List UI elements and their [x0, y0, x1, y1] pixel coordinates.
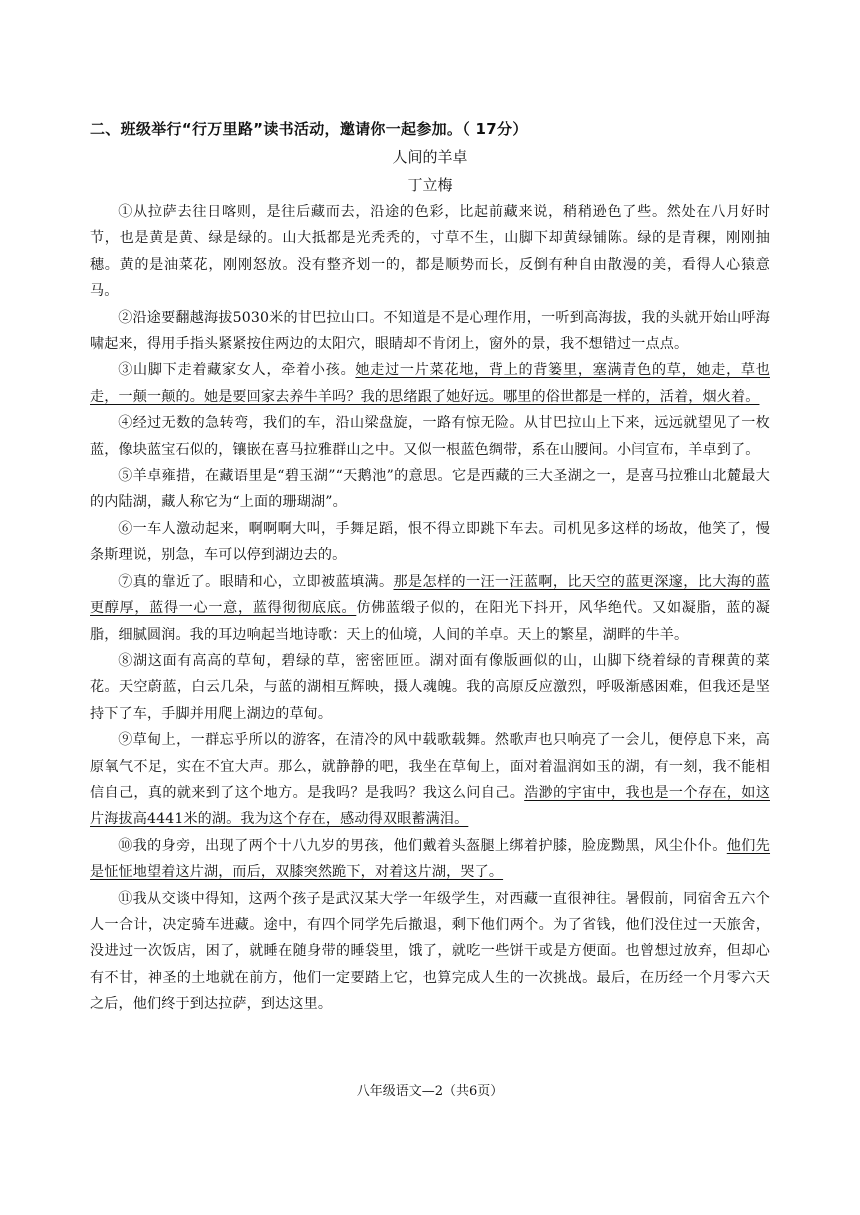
paragraph-10: [90, 833, 770, 886]
article-author: 丁立梅: [407, 176, 453, 194]
paragraph-10-underlined: 他们先是怔怔地望着这片湖，而后，双膝突然跪下，对着这片湖，哭了。: [90, 837, 771, 881]
page-footer: 八年级语文—2（共6页）: [356, 1084, 504, 1099]
paragraph-7-text-end: 仿佛蓝缎子似的，在阳光下抖开，风华绝代。又如凝脂，蓝的凝脂，细腻圆润。我的耳边响起当地诗歌：天上的仙境，人间的羊卓。天上的繁星，湖畔的牛羊。: [90, 600, 771, 643]
paragraph-3-underlined: 她走过一片菜花地，背上的背篓里，塞满青色的草，她走，草也走，一颠一颠的。她是要回家去养牛羊吗？我的思绪跟了她好远。哪里的俗世都是一样的，活着，烟火着。: [90, 362, 770, 405]
paragraph-3: [90, 357, 770, 410]
paragraph-9-text: ⑨草甸上，一群忘乎所以的游客，在清冷的风中载歌载舞。然歌声也只响亮了一会儿，便停息下来，高原氧气不足，实在不宜大声。那么，就静静的吧，我坐在草甸上，面对着温润如玉的湖，有一刻，我不能相信自己，真的就来到了这个地方。是我吗？是我吗？我这么问自己。: [90, 732, 770, 801]
paragraph-9: [90, 727, 770, 833]
article-title: 人间的羊卓: [392, 148, 468, 166]
paragraph-6: ⑥一车人激动起来，啊啊啊大叫，手舞足蹈，恨不得立即跳下车去。司机见多这样的场故，他笑了，慢条斯理说，别急，车可以停到湖边去的。: [90, 520, 770, 564]
paragraph-8: ⑧湖这面有高高的草甸，碧绿的草，密密匝匝。湖对面有像版画似的山，山脚下绕着绿的青稞黄的菜花。天空蔚蓝，白云几朵，与蓝的湖相互辉映，摄人魂魄。我的高原反应激烈，呼吸渐感困难，但我还是坚持下了车，手脚并用爬上湖边的草甸。: [90, 652, 770, 722]
paragraph-10-text: ⑩我的身旁，出现了两个十八九岁的男孩，他们戴着头盔腿上绑着护膝，脸庞黝黑，风尘仆仆。: [118, 837, 727, 854]
paragraph-3-text: ③山脚下走着藏家女人，牵着小孩。: [118, 362, 356, 379]
section-heading: 二、班级举行“行万里路”读书活动，邀请你一起参加。（ 17分）: [90, 120, 528, 138]
paragraph-9-underlined: 浩渺的宇宙中，我也是一个存在，如这片海拔高4441米的湖。我为这个存在，感动得双眼蓄满泪。: [90, 784, 770, 828]
paragraph-7: [90, 569, 770, 648]
paragraph-7-text: ⑦真的靠近了。眼睛和心，立即被蓝填满。: [118, 573, 394, 590]
paragraph-2: ②沿途要翻越海拔5030米的甘巴拉山口。不知道是不是心理作用，一听到高海拔，我的头就开始山呼海啸起来，得用手指头紧紧按住两边的太阳穴，眼睛却不肯闭上，窗外的景，我不想错过一点点。: [90, 309, 770, 353]
paragraph-11: ⑪我从交谈中得知，这两个孩子是武汉某大学一年级学生，对西藏一直很神往。暑假前，同宿舍五六个人一合计，决定骑车进藏。途中，有四个同学先后撤退，剩下他们两个。为了省钱，他们没住过一天旅舍，没进过一次饭店，困了，就睡在随身带的睡袋里，饿了，就吃一些饼干或是方便面。也曾想过放弃，但却心有不甘，神圣的土地就在前方，他们一定要踏上它，也算完成人生的一次挑战。最后，在历经一个月零六天之后，他们终于到达拉萨，到达这里。: [90, 890, 770, 1013]
paragraph-4: ④经过无数的急转弯，我们的车，沿山梁盘旋，一路有惊无险。从甘巴拉山上下来，远远就望见了一枚蓝，像块蓝宝石似的，镶嵌在喜马拉雅群山之中。又似一根蓝色绸带，系在山腰间。小闫宣布，羊卓到了。: [90, 415, 770, 458]
paragraph-5: ⑤羊卓雍措，在藏语里是“碧玉湖”“天鹅池”的意思。它是西藏的三大圣湖之一，是喜马拉雅山北麓最大的内陆湖，藏人称它为“上面的珊瑚湖”。: [90, 468, 770, 511]
paragraph-1: ①从拉萨去往日喀则，是往后藏而去，沿途的色彩，比起前藏来说，稍稍逊色了些。然处在八月好时节，也是黄是黄、绿是绿的。山大抵都是光秃秃的，寸草不生，山脚下却黄绿铺陈。绿的是青稞，刚刚抽穗。黄的是油菜花，刚刚怒放。没有整齐划一的，都是顺势而长，反倒有种自由散漫的美，看得人心猿意马。: [90, 204, 770, 300]
paragraph-7-underlined: 那是怎样的一汪一汪蓝啊，比天空的蓝更深邃，比大海的蓝更醇厚，蓝得一心一意，蓝得彻彻底底。: [90, 573, 770, 617]
article-body: [90, 199, 770, 1018]
